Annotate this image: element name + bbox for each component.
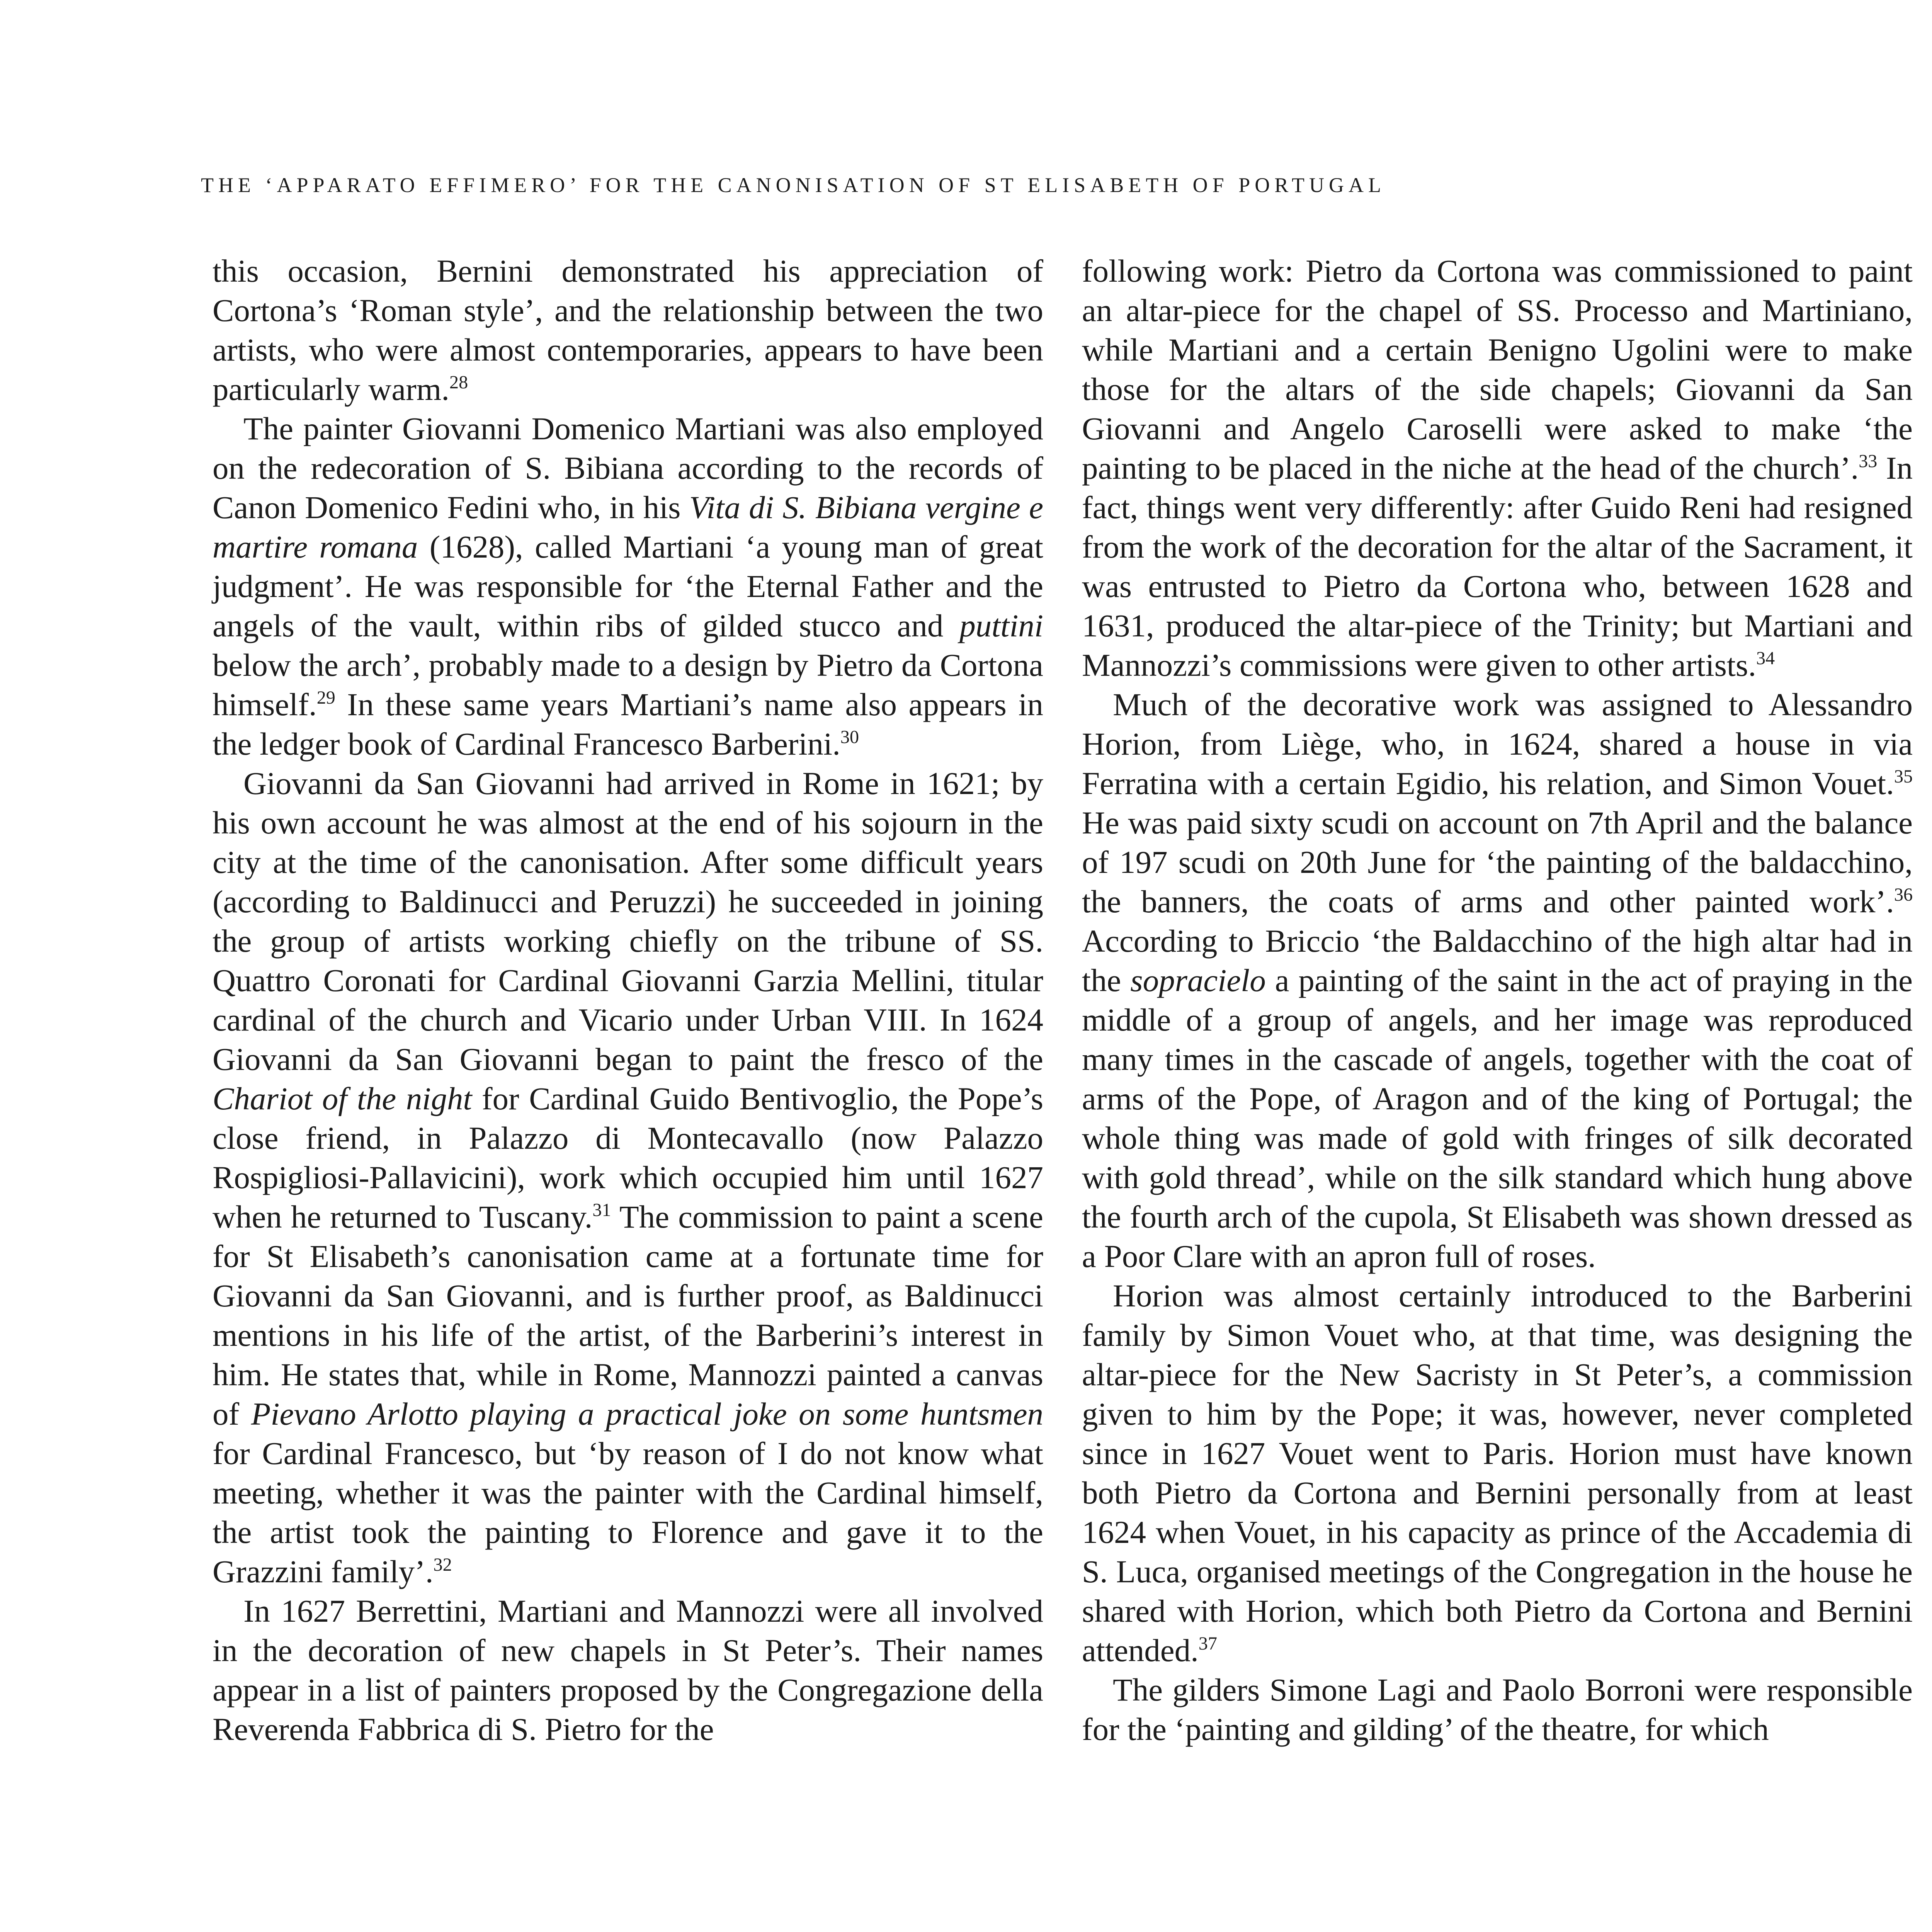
text-run: a painting of the saint in the act of praying in the middle of a group of angels, and her image was reproduced many times in the cascade of angels, together with the coat of arms of the Pope, of Aragon and of the king of Portugal; the whole thing was made of gold with fringes of silk decorated with gold thread’, while on the silk standard which hung above the fourth arch of the cupola, St Elisabeth was shown dressed as a Poor Clare with an apron full of roses.	[1082, 963, 1913, 1274]
note-reference: 34	[1756, 648, 1775, 669]
body-paragraph	[213, 764, 1043, 1591]
text-run: Horion was almost certainly introduced to the Barberini family by Simon Vouet who, at that time, was designing the altar-piece for the New Sacristy in St Peter’s, a commission given to him by the Pope; it was, however, never completed since in 1627 Vouet went to Paris. Horion must have known both Pietro da Cortona and Bernini personally from at least 1624 when Vouet, in his capacity as prince of the Accademia di S. Luca, organised meetings of the Congregation in the house he shared with Horion, which both Pietro da Cortona and Bernini attended.	[1082, 1278, 1913, 1668]
body-paragraph	[1082, 1670, 1913, 1749]
text-run: following work: Pietro da Cortona was commissioned to paint an altar-piece for the chapel of SS. Processo and Martiniano, while Martiani and a certain Benigno Ugolini were to make those for the altars of the side chapels; Giovanni da San Giovanni and Angelo Caroselli were asked to make ‘the painting to be placed in the niche at the head of the church’.	[1082, 253, 1913, 486]
note-reference: 31	[592, 1200, 611, 1221]
text-run: The gilders Simone Lagi and Paolo Borroni were responsible for the ‘painting and gilding’ of the theatre, for which	[1082, 1672, 1913, 1747]
text-run: The commission to paint a scene for St Elisabeth’s canonisation came at a fortunate time for Giovanni da San Giovanni, and is further proof, as Baldinucci mentions in his life of the artist, of the Barberini’s interest in him. He states that, while in Rome, Mannozzi painted a canvas of	[213, 1199, 1043, 1432]
body-paragraph	[213, 1591, 1043, 1749]
text-run: In these same years Martiani’s name also appears in the ledger book of Cardinal Francesco Barberini.	[213, 687, 1043, 762]
note-reference: 30	[840, 727, 859, 748]
text-run: The painter Giovanni Domenico Martiani was also employed on the redecoration of S. Bibiana according to the records of Canon Domenico Fedini who, in his	[213, 411, 1043, 525]
note-reference: 36	[1894, 884, 1913, 905]
body-paragraph	[1082, 1276, 1913, 1670]
note-reference: 37	[1198, 1633, 1218, 1654]
running-head: THE ‘APPARATO EFFIMERO’ FOR THE CANONISATION OF ST ELISABETH OF PORTUGAL	[201, 173, 1386, 197]
text-run: According to Briccio ‘the Baldacchino of the high altar had in the	[1082, 923, 1913, 998]
text-run: Much of the decorative work was assigned to Alessandro Horion, from Liège, who, in 1624, shared a house in via Ferratina with a certain Egidio, his relation, and Simon Vouet.	[1082, 687, 1913, 801]
note-reference: 33	[1859, 451, 1878, 472]
italic-text: Vita di S. Bibiana vergine e martire romana	[213, 490, 1043, 565]
text-run: In fact, things went very differently: after Guido Reni had resigned from the work of the decoration for the altar of the Sacrament, it was entrusted to Pietro da Cortona who, between 1628 and 1631, produced the altar-piece of the Trinity; but Martiani and Mannozzi’s commissions were given to other artists.	[1082, 450, 1913, 683]
italic-text: puttini	[959, 608, 1043, 643]
italic-text: Chariot of the night	[213, 1081, 472, 1116]
text-run: Giovanni da San Giovanni had arrived in Rome in 1621; by his own account he was almost at the end of his sojourn in the city at the time of the canonisation. After some difficult years (according to Baldinucci and Peruzzi) he succeeded in joining the group of artists working chiefly on the tribune of SS. Quattro Coronati for Cardinal Giovanni Garzia Mellini, titular cardinal of the church and Vicario under Urban VIII. In 1624 Giovanni da San Giovanni began to paint the fresco of the	[213, 765, 1043, 1077]
text-run: In 1627 Berrettini, Martiani and Mannozzi were all involved in the decoration of new chapels in St Peter’s. Their names appear in a list of painters proposed by the Congregazione della Reverenda Fabbrica di S. Pietro for the	[213, 1593, 1043, 1747]
italic-text: sopracielo	[1130, 963, 1266, 998]
body-paragraph	[1082, 251, 1913, 685]
note-reference: 32	[433, 1554, 452, 1575]
text-run: this occasion, Bernini demonstrated his appreciation of Cortona’s ‘Roman style’, and the relationship between the two artists, who were almost contemporaries, appears to have been particularly warm.	[213, 253, 1043, 407]
note-reference: 35	[1894, 766, 1913, 787]
body-paragraph	[1082, 685, 1913, 1276]
italic-text: Pievano Arlotto playing a practical joke on some huntsmen	[251, 1396, 1043, 1432]
text-run: for Cardinal Francesco, but ‘by reason of I do not know what meeting, whether it was the painter with the Cardinal himself, the artist took the painting to Florence and gave it to the Grazzini family’.	[213, 1435, 1043, 1589]
text-run: (1628), called Martiani ‘a young man of great judgment’. He was responsible for ‘the Eternal Father and the angels of the vault, within ribs of gilded stucco and	[213, 529, 1043, 643]
body-paragraph	[213, 251, 1043, 409]
text-run: for Cardinal Guido Bentivoglio, the Pope’s close friend, in Palazzo di Montecavallo (now Palazzo Rospigliosi-Pallavicini), work which occupied him until 1627 when he returned to Tuscany.	[213, 1081, 1043, 1235]
text-run: He was paid sixty scudi on account on 7th April and the balance of 197 scudi on 20th June for ‘the painting of the baldacchino, the banners, the coats of arms and other painted work’.	[1082, 805, 1913, 919]
body-column-right	[1082, 251, 1913, 1749]
text-run: below the arch’, probably made to a design by Pietro da Cortona himself.	[213, 647, 1043, 722]
note-reference: 29	[316, 687, 335, 708]
note-reference: 28	[449, 372, 468, 393]
body-paragraph	[213, 409, 1043, 764]
body-column-left	[213, 251, 1043, 1749]
